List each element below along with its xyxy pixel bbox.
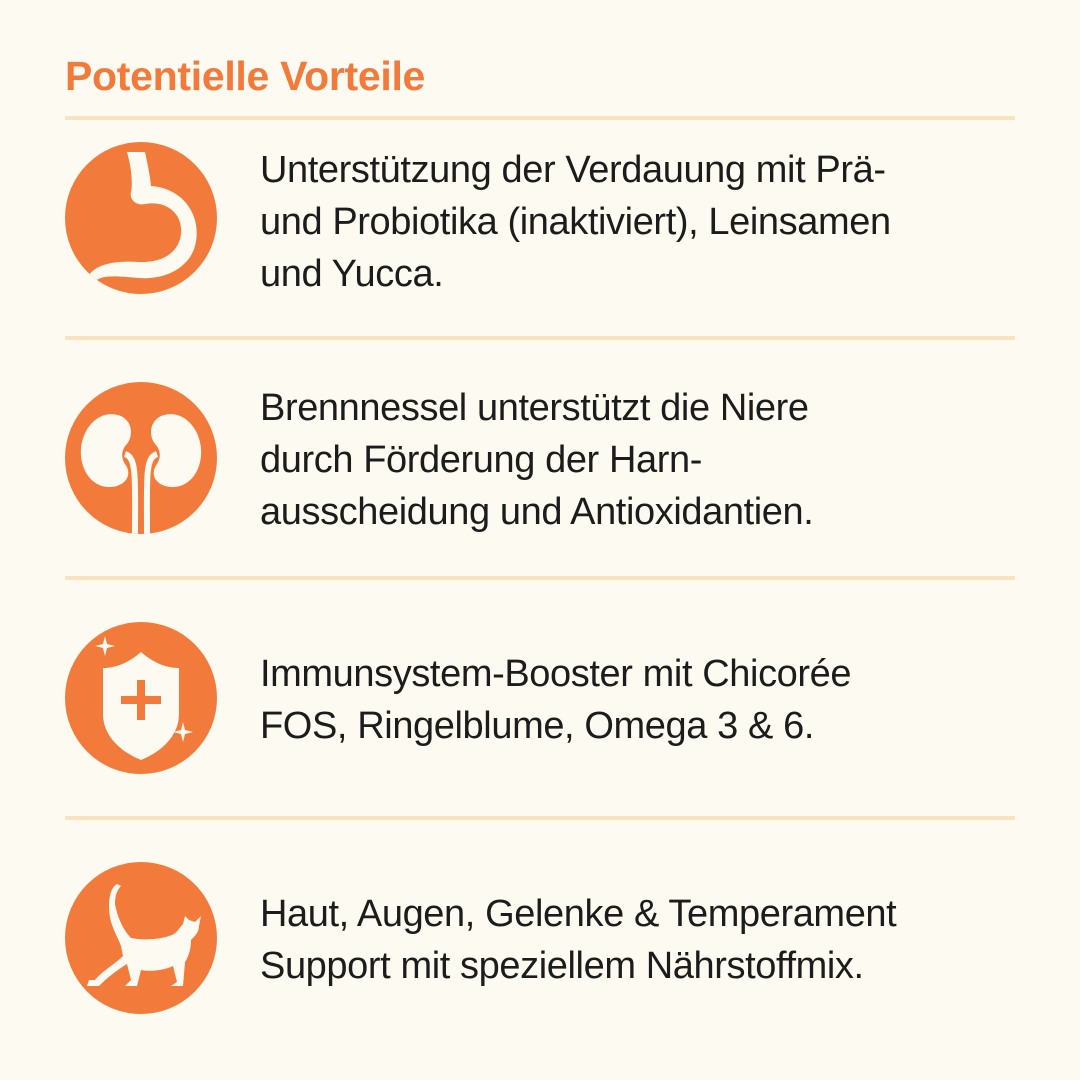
benefit-line: Brennnessel unterstützt die Niere (260, 387, 809, 429)
benefit-text (260, 648, 1020, 752)
benefit-text (260, 888, 1020, 992)
stomach-icon (65, 142, 217, 294)
divider (65, 116, 1015, 120)
cat-icon (65, 862, 217, 1014)
divider (65, 576, 1015, 580)
benefit-line: Haut, Augen, Gelenke & Temperament (260, 893, 897, 935)
benefit-text (260, 144, 1020, 300)
benefit-line: Immunsystem-Booster mit Chicorée (260, 653, 852, 695)
divider (65, 336, 1015, 340)
benefit-line: ausscheidung und Antioxidantien. (260, 491, 814, 533)
benefit-line: FOS, Ringelblume, Omega 3 & 6. (260, 705, 815, 747)
kidney-icon (65, 382, 217, 534)
benefit-text (260, 382, 1020, 538)
divider (65, 816, 1015, 820)
benefit-line: und Probiotika (inaktiviert), Leinsamen (260, 201, 891, 243)
page-title: Potentielle Vorteile (65, 53, 426, 99)
shield-plus-icon (65, 622, 217, 774)
benefit-line: Unterstützung der Verdauung mit Prä- (260, 149, 886, 191)
benefit-line: Support mit speziellem Nährstoffmix. (260, 945, 864, 987)
benefit-line: und Yucca. (260, 253, 444, 295)
benefit-line: durch Förderung der Harn- (260, 439, 702, 481)
